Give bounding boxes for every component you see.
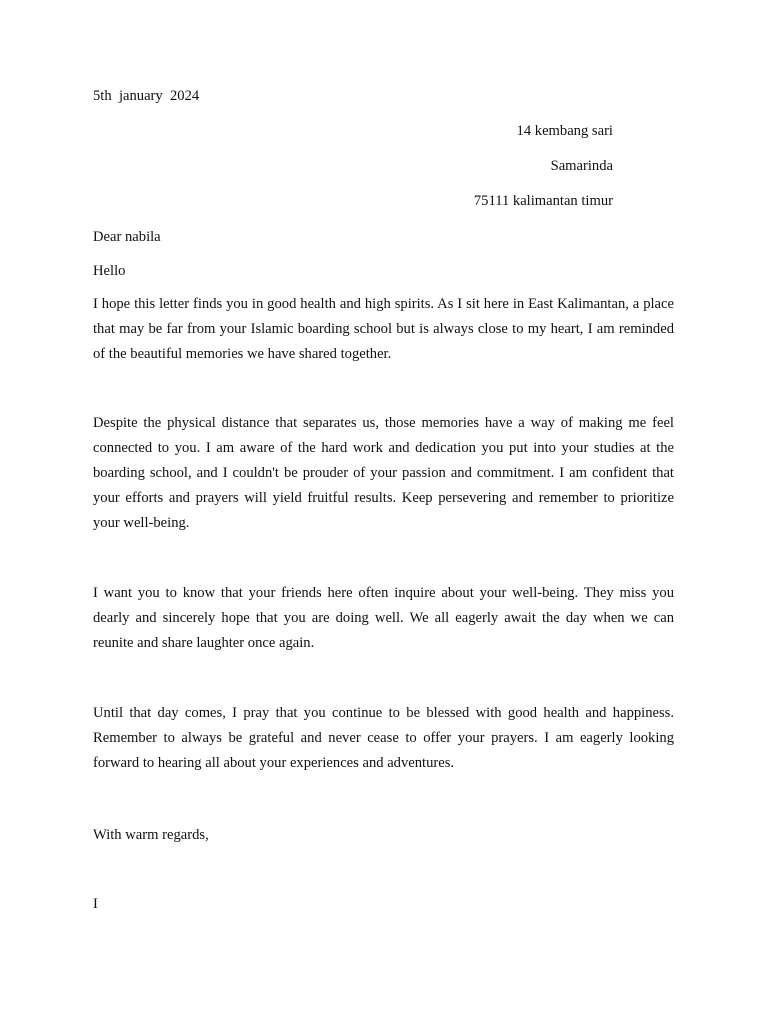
- signature: I: [93, 896, 98, 912]
- body-paragraph-2: Despite the physical distance that separates us, those memories have a way of making me feel connected to you. I am aware of the hard work and dedication you put into your studies at the boarding school, and I couldn't be prouder of your passion and commitment. I am confident that your efforts and prayers will yield fruitful results. Keep persevering and remember to prioritize your well-being.: [93, 415, 674, 531]
- body-paragraph-3: I want you to know that your friends here often inquire about your well-being. They miss you dearly and sincerely hope that you are doing well. We all eagerly await the day when we can reunite and share laughter once again.: [93, 585, 674, 651]
- closing: With warm regards,: [93, 827, 209, 843]
- body-paragraph-1: I hope this letter finds you in good health and high spirits. As I sit here in East Kalimantan, a place that may be far from your Islamic boarding school but is always close to my heart, I am reminded of the beautiful memories we have shared together.: [93, 296, 674, 362]
- address-line-postal: 75111 kalimantan timur: [473, 193, 613, 209]
- address-line-street: 14 kembang sari: [516, 123, 613, 139]
- body-paragraph-4: Until that day comes, I pray that you continue to be blessed with good health and happiness. Remember to always be grateful and never cease to offer your prayers. I am eagerly looking forward to hearing all about your experiences and adventures.: [93, 705, 674, 771]
- salutation: Dear nabila: [93, 229, 161, 245]
- address-line-city: Samarinda: [550, 158, 613, 174]
- greeting: Hello: [93, 263, 126, 279]
- letter-date: 5th january 2024: [93, 88, 200, 104]
